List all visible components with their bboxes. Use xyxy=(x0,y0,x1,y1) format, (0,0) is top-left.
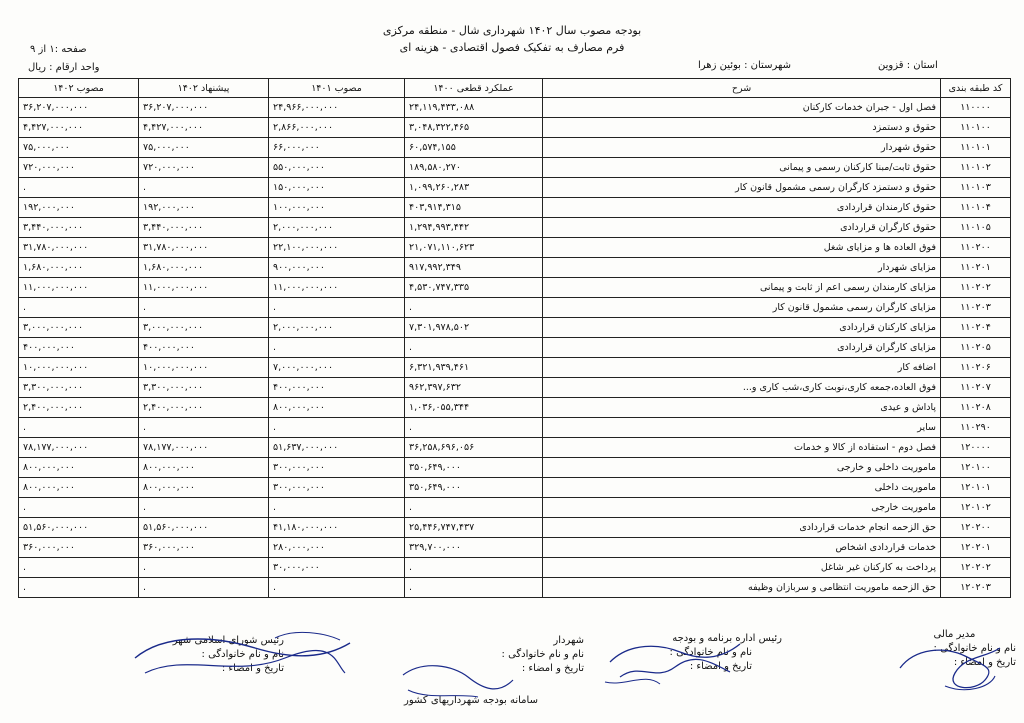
cell-desc: مزایای کارکنان قراردادی xyxy=(543,318,941,338)
cell-p1402: ۳,۴۴۰,۰۰۰,۰۰۰ xyxy=(139,218,269,238)
table-row xyxy=(19,558,1011,578)
cell-desc: فصل دوم - استفاده از کالا و خدمات xyxy=(543,438,941,458)
cell-a1401: ۴۰۰,۰۰۰,۰۰۰ xyxy=(269,378,405,398)
cell-code: ۱۱۰۲۰۵ xyxy=(941,338,1011,358)
cell-a1402: ۱۹۲,۰۰۰,۰۰۰ xyxy=(19,198,139,218)
council-title: رئیس شورای اسلامی شهر xyxy=(172,635,284,646)
cell-a1401: ۲۸۰,۰۰۰,۰۰۰ xyxy=(269,538,405,558)
cell-desc: حق الزحمه ماموریت انتظامی و سربازان وظیفه xyxy=(543,578,941,598)
cell-a1400: ۳,۰۴۸,۳۲۲,۴۶۵ xyxy=(405,118,543,138)
council-date: تاریخ و امضاء : xyxy=(221,663,284,674)
cell-a1401: ۳۰۰,۰۰۰,۰۰۰ xyxy=(269,458,405,478)
cell-p1402: ۴۰۰,۰۰۰,۰۰۰ xyxy=(139,338,269,358)
cell-a1400: ۶۰,۵۷۴,۱۵۵ xyxy=(405,138,543,158)
table-row xyxy=(19,318,1011,338)
cell-code: ۱۱۰۰۰۰ xyxy=(941,98,1011,118)
cell-a1400: ۷,۳۰۱,۹۷۸,۵۰۲ xyxy=(405,318,543,338)
cell-a1402: ۸۰۰,۰۰۰,۰۰۰ xyxy=(19,478,139,498)
cell-a1402: ۲,۴۰۰,۰۰۰,۰۰۰ xyxy=(19,398,139,418)
cell-a1402: ۸۰۰,۰۰۰,۰۰۰ xyxy=(19,458,139,478)
cell-p1402: ۳,۰۰۰,۰۰۰,۰۰۰ xyxy=(139,318,269,338)
cell-a1401: ۲۲,۱۰۰,۰۰۰,۰۰۰ xyxy=(269,238,405,258)
finance-title: مدیر مالی xyxy=(933,629,976,640)
cell-code: ۱۲۰۲۰۱ xyxy=(941,538,1011,558)
cell-desc: پاداش و عیدی xyxy=(543,398,941,418)
cell-p1402: ۲,۴۰۰,۰۰۰,۰۰۰ xyxy=(139,398,269,418)
province-label: استان : قزوین xyxy=(878,60,938,71)
table-row xyxy=(19,458,1011,478)
table-row xyxy=(19,358,1011,378)
cell-a1401: . xyxy=(269,338,405,358)
cell-p1402: . xyxy=(139,298,269,318)
cell-a1400: ۱۸۹,۵۸۰,۲۷۰ xyxy=(405,158,543,178)
cell-code: ۱۱۰۱۰۰ xyxy=(941,118,1011,138)
table-header-row xyxy=(19,79,1011,98)
table-row xyxy=(19,398,1011,418)
cell-a1402: ۷۵,۰۰۰,۰۰۰ xyxy=(19,138,139,158)
cell-a1400: ۳۵۰,۶۴۹,۰۰۰ xyxy=(405,478,543,498)
table-row xyxy=(19,518,1011,538)
mayor-name: نام و نام خانوادگی : xyxy=(501,649,584,660)
cell-a1402: ۵۱,۵۶۰,۰۰۰,۰۰۰ xyxy=(19,518,139,538)
cell-p1402: . xyxy=(139,418,269,438)
cell-desc: حقوق و دستمزد xyxy=(543,118,941,138)
cell-a1402: ۳,۰۰۰,۰۰۰,۰۰۰ xyxy=(19,318,139,338)
cell-code: ۱۱۰۲۰۸ xyxy=(941,398,1011,418)
cell-code: ۱۱۰۱۰۴ xyxy=(941,198,1011,218)
cell-code: ۱۱۰۲۹۰ xyxy=(941,418,1011,438)
table-row xyxy=(19,198,1011,218)
header-proposed-1402: پیشنهاد ۱۴۰۲ xyxy=(139,79,269,98)
cell-code: ۱۱۰۱۰۳ xyxy=(941,178,1011,198)
cell-a1402: ۴۰۰,۰۰۰,۰۰۰ xyxy=(19,338,139,358)
cell-desc: ماموریت خارجی xyxy=(543,498,941,518)
cell-a1401: . xyxy=(269,418,405,438)
table-row xyxy=(19,98,1011,118)
cell-p1402: ۳۶۰,۰۰۰,۰۰۰ xyxy=(139,538,269,558)
header-actual-1400: عملکرد قطعی ۱۴۰۰ xyxy=(405,79,543,98)
header-code: کد طبقه بندی xyxy=(941,79,1011,98)
cell-a1401: . xyxy=(269,578,405,598)
title-line-1: بودجه مصوب سال ۱۴۰۲ شهرداری شال - منطقه مرکزی xyxy=(382,24,642,37)
cell-code: ۱۱۰۲۰۴ xyxy=(941,318,1011,338)
cell-desc: حقوق ثابت/مبنا کارکنان رسمی و پیمانی xyxy=(543,158,941,178)
cell-a1402: . xyxy=(19,558,139,578)
table-row xyxy=(19,338,1011,358)
cell-code: ۱۱۰۲۰۱ xyxy=(941,258,1011,278)
table-row xyxy=(19,258,1011,278)
cell-code: ۱۲۰۲۰۳ xyxy=(941,578,1011,598)
cell-a1402: ۷۸,۱۷۷,۰۰۰,۰۰۰ xyxy=(19,438,139,458)
cell-a1400: ۲۵,۴۴۶,۷۴۷,۴۳۷ xyxy=(405,518,543,538)
cell-a1400: . xyxy=(405,498,543,518)
cell-a1401: ۳۰,۰۰۰,۰۰۰ xyxy=(269,558,405,578)
cell-p1402: ۵۱,۵۶۰,۰۰۰,۰۰۰ xyxy=(139,518,269,538)
cell-desc: سایر xyxy=(543,418,941,438)
cell-a1402: ۳,۴۴۰,۰۰۰,۰۰۰ xyxy=(19,218,139,238)
finance-signature-scribble xyxy=(895,628,1005,698)
cell-desc: مزایای کارمندان رسمی اعم از ثابت و پیمانی xyxy=(543,278,941,298)
cell-code: ۱۲۰۱۰۱ xyxy=(941,478,1011,498)
cell-p1402: ۳۶,۲۰۷,۰۰۰,۰۰۰ xyxy=(139,98,269,118)
cell-code: ۱۱۰۲۰۲ xyxy=(941,278,1011,298)
cell-code: ۱۱۰۱۰۱ xyxy=(941,138,1011,158)
cell-a1401: ۱۵۰,۰۰۰,۰۰۰ xyxy=(269,178,405,198)
mayor-title: شهردار xyxy=(553,635,584,646)
cell-p1402: . xyxy=(139,178,269,198)
cell-desc: فصل اول - جبران خدمات کارکنان xyxy=(543,98,941,118)
table-row xyxy=(19,238,1011,258)
cell-a1401: ۹۰۰,۰۰۰,۰۰۰ xyxy=(269,258,405,278)
table-row xyxy=(19,118,1011,138)
cell-a1400: ۱,۲۹۴,۹۹۳,۴۴۲ xyxy=(405,218,543,238)
cell-desc: حقوق کارگران قراردادی xyxy=(543,218,941,238)
cell-p1402: ۷۲۰,۰۰۰,۰۰۰ xyxy=(139,158,269,178)
cell-a1401: ۵۵۰,۰۰۰,۰۰۰ xyxy=(269,158,405,178)
cell-a1402: . xyxy=(19,578,139,598)
cell-a1401: ۱۱,۰۰۰,۰۰۰,۰۰۰ xyxy=(269,278,405,298)
header-desc: شرح xyxy=(543,79,941,98)
cell-p1402: . xyxy=(139,558,269,578)
cell-a1400: . xyxy=(405,578,543,598)
cell-desc: ماموریت داخلی و خارجی xyxy=(543,458,941,478)
cell-a1401: ۴۱,۱۸۰,۰۰۰,۰۰۰ xyxy=(269,518,405,538)
cell-desc: حق الزحمه انجام خدمات قراردادی xyxy=(543,518,941,538)
cell-a1402: ۷۲۰,۰۰۰,۰۰۰ xyxy=(19,158,139,178)
table-row xyxy=(19,378,1011,398)
table-row xyxy=(19,158,1011,178)
mayor-signature-scribble xyxy=(398,655,518,705)
finance-name: نام و نام خانوادگی : xyxy=(933,643,1016,654)
cell-code: ۱۲۰۰۰۰ xyxy=(941,438,1011,458)
header-approved-1402: مصوب ۱۴۰۲ xyxy=(19,79,139,98)
cell-a1402: . xyxy=(19,178,139,198)
cell-a1402: . xyxy=(19,418,139,438)
table-row xyxy=(19,418,1011,438)
cell-p1402: ۴,۴۲۷,۰۰۰,۰۰۰ xyxy=(139,118,269,138)
planning-signature-scribble xyxy=(600,632,750,692)
cell-code: ۱۲۰۱۰۰ xyxy=(941,458,1011,478)
cell-a1400: ۹۱۷,۹۹۲,۳۴۹ xyxy=(405,258,543,278)
cell-a1402: ۳۶۰,۰۰۰,۰۰۰ xyxy=(19,538,139,558)
cell-a1400: . xyxy=(405,338,543,358)
cell-a1400: . xyxy=(405,558,543,578)
cell-p1402: ۷۵,۰۰۰,۰۰۰ xyxy=(139,138,269,158)
table-row xyxy=(19,578,1011,598)
planning-date: تاریخ و امضاء : xyxy=(689,661,752,672)
cell-p1402: . xyxy=(139,498,269,518)
page-number: صفحه :۱ از ۹ xyxy=(30,44,87,55)
table-row xyxy=(19,218,1011,238)
cell-a1400: ۴,۵۳۰,۷۴۷,۳۳۵ xyxy=(405,278,543,298)
cell-a1401: ۳۰۰,۰۰۰,۰۰۰ xyxy=(269,478,405,498)
cell-p1402: ۱۰,۰۰۰,۰۰۰,۰۰۰ xyxy=(139,358,269,378)
cell-a1400: ۶,۳۲۱,۹۳۹,۴۶۱ xyxy=(405,358,543,378)
table-row xyxy=(19,278,1011,298)
table-body xyxy=(19,98,1011,598)
cell-desc: حقوق شهردار xyxy=(543,138,941,158)
title-line-2: فرم مصارف به تفکیک فصول اقتصادی - هزینه ای xyxy=(399,41,625,54)
cell-a1401: ۸۰۰,۰۰۰,۰۰۰ xyxy=(269,398,405,418)
finance-date: تاریخ و امضاء : xyxy=(953,657,1016,668)
cell-a1402: ۴,۴۲۷,۰۰۰,۰۰۰ xyxy=(19,118,139,138)
cell-code: ۱۲۰۱۰۲ xyxy=(941,498,1011,518)
cell-a1400: ۲۱,۰۷۱,۱۱۰,۶۲۳ xyxy=(405,238,543,258)
cell-code: ۱۲۰۲۰۰ xyxy=(941,518,1011,538)
cell-p1402: ۱۹۲,۰۰۰,۰۰۰ xyxy=(139,198,269,218)
council-name: نام و نام خانوادگی : xyxy=(201,649,284,660)
table-row xyxy=(19,478,1011,498)
unit-label: واحد ارقام : ریال xyxy=(28,62,100,73)
cell-desc: خدمات قراردادی اشخاص xyxy=(543,538,941,558)
cell-p1402: ۳,۳۰۰,۰۰۰,۰۰۰ xyxy=(139,378,269,398)
planning-name: نام و نام خانوادگی : xyxy=(669,647,752,658)
cell-a1400: ۳۶,۲۵۸,۶۹۶,۰۵۶ xyxy=(405,438,543,458)
cell-a1400: . xyxy=(405,418,543,438)
cell-a1402: . xyxy=(19,498,139,518)
cell-desc: حقوق کارمندان قراردادی xyxy=(543,198,941,218)
cell-desc: پرداخت به کارکنان غیر شاغل xyxy=(543,558,941,578)
cell-a1401: ۶۶,۰۰۰,۰۰۰ xyxy=(269,138,405,158)
cell-a1401: . xyxy=(269,298,405,318)
table-row xyxy=(19,138,1011,158)
cell-p1402: ۱۱,۰۰۰,۰۰۰,۰۰۰ xyxy=(139,278,269,298)
cell-desc: فوق العاده،جمعه کاری،نوبت کاری،شب کاری و... xyxy=(543,378,941,398)
table-row xyxy=(19,498,1011,518)
cell-a1402: ۱۱,۰۰۰,۰۰۰,۰۰۰ xyxy=(19,278,139,298)
cell-a1401: ۲۴,۹۶۶,۰۰۰,۰۰۰ xyxy=(269,98,405,118)
cell-p1402: ۱,۶۸۰,۰۰۰,۰۰۰ xyxy=(139,258,269,278)
cell-desc: فوق العاده ها و مزایای شغل xyxy=(543,238,941,258)
cell-desc: مزایای کارگران قراردادی xyxy=(543,338,941,358)
cell-a1400: ۱,۰۳۶,۰۵۵,۳۴۴ xyxy=(405,398,543,418)
cell-desc: ماموریت داخلی xyxy=(543,478,941,498)
cell-code: ۱۱۰۱۰۵ xyxy=(941,218,1011,238)
cell-code: ۱۱۰۱۰۲ xyxy=(941,158,1011,178)
cell-a1401: ۲,۰۰۰,۰۰۰,۰۰۰ xyxy=(269,318,405,338)
cell-a1401: . xyxy=(269,498,405,518)
cell-desc: مزایای شهردار xyxy=(543,258,941,278)
cell-a1400: ۱,۰۹۹,۲۶۰,۲۸۳ xyxy=(405,178,543,198)
cell-a1402: . xyxy=(19,298,139,318)
cell-a1400: ۲۴,۱۱۹,۴۳۳,۰۸۸ xyxy=(405,98,543,118)
cell-p1402: . xyxy=(139,578,269,598)
cell-desc: مزایای کارگران رسمی مشمول قانون کار xyxy=(543,298,941,318)
cell-code: ۱۱۰۲۰۶ xyxy=(941,358,1011,378)
cell-desc: اضافه کار xyxy=(543,358,941,378)
cell-a1402: ۱,۶۸۰,۰۰۰,۰۰۰ xyxy=(19,258,139,278)
cell-a1401: ۵۱,۶۳۷,۰۰۰,۰۰۰ xyxy=(269,438,405,458)
cell-code: ۱۲۰۲۰۲ xyxy=(941,558,1011,578)
city-label: شهرستان : بوئین زهرا xyxy=(698,60,791,71)
footer-system-name: سامانه بودجه شهرداریهای کشور xyxy=(404,695,538,706)
planning-title: رئیس اداره برنامه و بودجه xyxy=(672,633,782,644)
cell-a1402: ۱۰,۰۰۰,۰۰۰,۰۰۰ xyxy=(19,358,139,378)
council-signature-scribble xyxy=(125,628,355,688)
cell-code: ۱۱۰۲۰۰ xyxy=(941,238,1011,258)
cell-a1400: ۴۰۳,۹۱۴,۳۱۵ xyxy=(405,198,543,218)
cell-a1401: ۲,۸۶۶,۰۰۰,۰۰۰ xyxy=(269,118,405,138)
table-row xyxy=(19,538,1011,558)
cell-a1402: ۳,۳۰۰,۰۰۰,۰۰۰ xyxy=(19,378,139,398)
cell-code: ۱۱۰۲۰۷ xyxy=(941,378,1011,398)
cell-a1400: . xyxy=(405,298,543,318)
cell-p1402: ۸۰۰,۰۰۰,۰۰۰ xyxy=(139,458,269,478)
cell-a1401: ۷,۰۰۰,۰۰۰,۰۰۰ xyxy=(269,358,405,378)
header-approved-1401: مصوب ۱۴۰۱ xyxy=(269,79,405,98)
cell-p1402: ۷۸,۱۷۷,۰۰۰,۰۰۰ xyxy=(139,438,269,458)
table-row xyxy=(19,178,1011,198)
cell-a1400: ۳۵۰,۶۴۹,۰۰۰ xyxy=(405,458,543,478)
cell-code: ۱۱۰۲۰۳ xyxy=(941,298,1011,318)
mayor-date: تاریخ و امضاء : xyxy=(521,663,584,674)
cell-a1400: ۹۶۲,۳۹۷,۶۳۲ xyxy=(405,378,543,398)
cell-a1400: ۳۲۹,۷۰۰,۰۰۰ xyxy=(405,538,543,558)
cell-desc: حقوق و دستمزد کارگران رسمی مشمول قانون کار xyxy=(543,178,941,198)
table-row xyxy=(19,438,1011,458)
cell-a1402: ۳۱,۷۸۰,۰۰۰,۰۰۰ xyxy=(19,238,139,258)
cell-a1402: ۳۶,۲۰۷,۰۰۰,۰۰۰ xyxy=(19,98,139,118)
cell-a1401: ۱۰۰,۰۰۰,۰۰۰ xyxy=(269,198,405,218)
table-row xyxy=(19,298,1011,318)
cell-p1402: ۸۰۰,۰۰۰,۰۰۰ xyxy=(139,478,269,498)
budget-table xyxy=(18,78,1011,598)
cell-p1402: ۳۱,۷۸۰,۰۰۰,۰۰۰ xyxy=(139,238,269,258)
cell-a1401: ۲,۰۰۰,۰۰۰,۰۰۰ xyxy=(269,218,405,238)
